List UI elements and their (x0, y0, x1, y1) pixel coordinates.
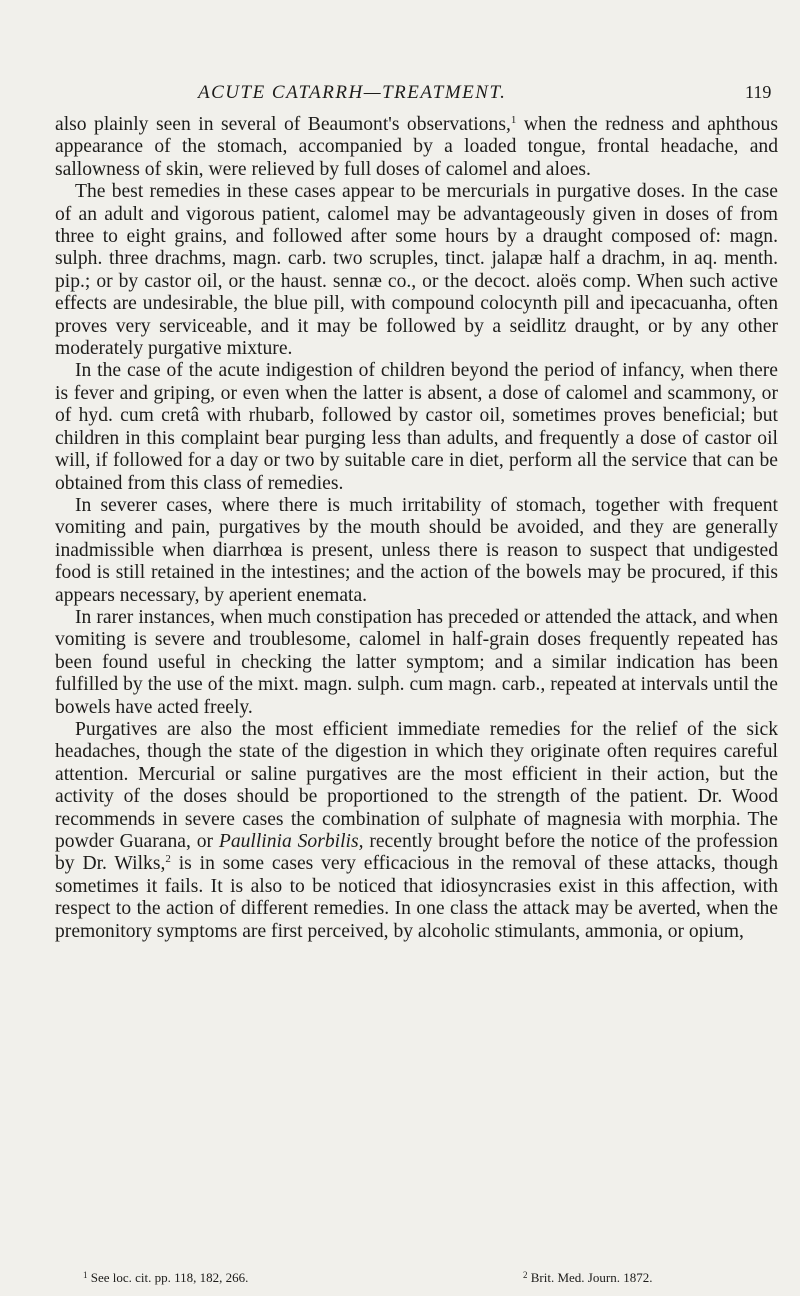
paragraph-text: when the redness and aphthous appearance of the stomach, accompanied by a loaded tongue, frontal headache, and sallowness of skin, were relieved by full doses of calomel and aloes. (55, 114, 778, 180)
footnote-text: Brit. Med. Journ. 1872. (527, 1270, 653, 1285)
page-number: 119 (745, 82, 772, 102)
paragraph-text: In rarer instances, when much constipation has preceded or attended the attack, and when vomiting is severe and troublesome, calomel in half-grain doses frequently repeated has been found useful in checking the latter symptom; and a similar indication has been fulfilled by the use of the mixt. magn. sulph. cum magn. carb., repeated at intervals until the bowels have acted freely. (55, 606, 778, 718)
running-head: ACUTE CATARRH—TREATMENT. (198, 82, 507, 103)
footnote-ref-2: 2 (165, 853, 171, 866)
paragraph-purgatives (55, 719, 778, 943)
paragraph-text: is in some cases very efficacious in the removal of these attacks, though sometimes it fails. It is also to be noticed that idiosyncrasies exist in this affection, with respect to the action of different remedies. In one class the attack may be averted, when the premonitory symptoms are first perceived, by alcoholic stimulants, ammonia, or opium, (55, 853, 778, 942)
footnote-1 (83, 1270, 248, 1286)
paragraph-beaumont (55, 114, 778, 181)
paragraph-children (55, 360, 778, 494)
footnote-marker: 2 (523, 1270, 528, 1280)
footnote-2 (523, 1270, 652, 1286)
paragraph-remedies (55, 181, 778, 360)
paragraph-text: recently brought before the notice of the profession by Dr. Wilks, (55, 831, 778, 875)
paragraph-rarer-instances (55, 607, 778, 719)
paragraph-text: also plainly seen in several of Beaumont's observations, (55, 114, 511, 135)
paragraph-severer-cases (55, 495, 778, 607)
paragraph-text: In severer cases, where there is much irritability of stomach, together with frequent vomiting and pain, purgatives by the mouth should be avoided, and they are generally inadmissible when diarrhœa is present, unless there is reason to suspect that undigested food is still retained in the intestines; and the action of the bowels may be procured, if this appears necessary, by aperient enemata. (55, 494, 778, 606)
italic-term: Paullinia Sorbilis, (218, 831, 364, 852)
body-text (55, 114, 778, 943)
paragraph-text: Purgatives are also the most efficient immediate remedies for the relief of the sick headaches, though the state of the digestion in which they originate often requires careful attention. Mercurial or saline purgatives are the most efficient in their action, but the activity of the doses should be proportioned to the strength of the patient. Dr. Wood recommends in severe cases the combination of sulphate of magnesia with morphia. The powder Guarana, or (55, 718, 778, 852)
footnotes (55, 1270, 778, 1290)
page-header (0, 82, 800, 106)
footnote-text: See loc. cit. pp. 118, 182, 266. (87, 1270, 249, 1285)
paragraph-text: In the case of the acute indigestion of children beyond the period of infancy, when there is fever and griping, or even when the latter is absent, a dose of calomel and scammony, or of hyd. cum cretâ with rhubarb, followed by castor oil, sometimes proves beneficial; but children in this complaint bear purging less than adults, and frequently a dose of castor oil will, if followed for a day or two by suitable care in diet, perform all the service that can be obtained from this class of remedies. (55, 360, 778, 494)
paragraph-text: The best remedies in these cases appear to be mercurials in purgative doses. In the case of an adult and vigorous patient, calomel may be advantageously given in doses of from three to eight grains, and followed after some hours by a draught composed of: magn. sulph. three drachms, magn. carb. two scruples, tinct. jalapæ half a drachm, in aq. menth. pip.; or by castor oil, or the haust. sennæ co., or the decoct. aloës comp. When such active effects are undesirable, the blue pill, with compound colocynth pill and ipecacuanha, often proves very serviceable, and it may be followed by a seidlitz draught, or by any other moderately purgative mixture. (55, 181, 778, 360)
footnote-ref-1: 1 (510, 114, 517, 126)
footnote-marker: 1 (83, 1270, 88, 1280)
